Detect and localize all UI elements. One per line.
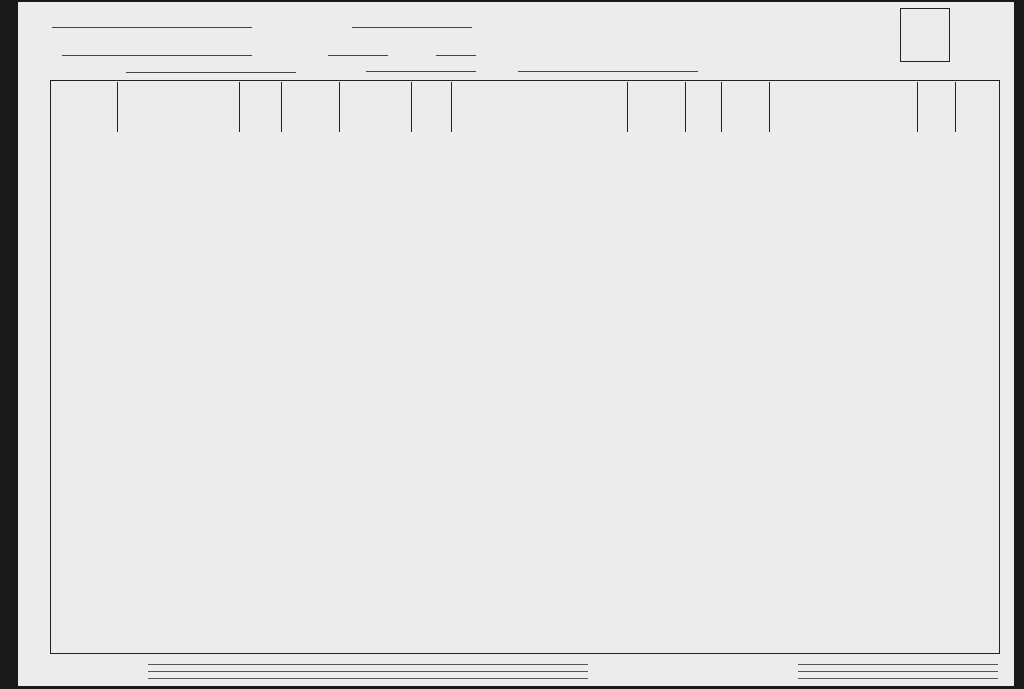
col-relation xyxy=(240,82,282,132)
institution-underline xyxy=(518,71,698,72)
col-education xyxy=(412,82,452,132)
col-citizenship xyxy=(722,82,770,132)
col-place-of-birth xyxy=(452,82,628,132)
col-name xyxy=(118,82,240,132)
col-employment xyxy=(918,82,956,132)
col-occupation-industry xyxy=(770,82,918,132)
col-place-of-abode xyxy=(50,82,118,132)
sheet-box xyxy=(900,8,950,62)
county-underline xyxy=(62,55,252,56)
block-underline xyxy=(436,55,476,56)
col-personal-description xyxy=(340,82,412,132)
col-mother-tongue xyxy=(628,82,686,132)
ward-underline xyxy=(328,55,388,56)
census-sheet xyxy=(18,2,1014,686)
incorporated-underline xyxy=(352,27,472,28)
table-frame xyxy=(50,80,1000,654)
col-home-data xyxy=(282,82,340,132)
unincorporated-underline xyxy=(366,71,476,72)
state-underline xyxy=(52,27,252,28)
abbrev-table xyxy=(148,658,588,684)
entries-table xyxy=(798,658,998,684)
township-underline xyxy=(126,72,296,73)
col-code xyxy=(686,82,722,132)
col-veterans xyxy=(956,82,1000,132)
